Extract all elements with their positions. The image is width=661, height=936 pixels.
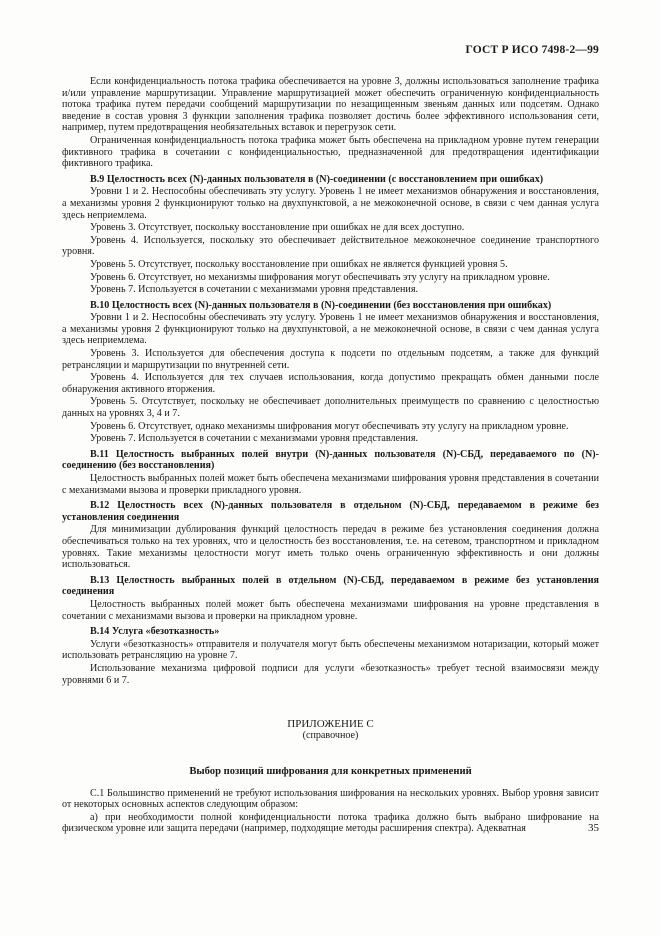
section-heading [62,449,599,472]
paragraph: Уровень 7. Используется в сочетании с механизмами уровня представления. [90,284,419,296]
appendix-title: ПРИЛОЖЕНИЕ С [287,718,374,731]
paragraph: Уровень 5. Отсутствует, поскольку восстановление при ошибках не является функцией уровня 5. [90,258,508,270]
paragraph: Целостность выбранных полей может быть обеспечена механизмами шифрования на уровне представления в сочетании с механизмами вызова и проверки на прикладном уровне. [62,598,599,622]
paragraph: Целостность выбранных полей может быть обеспечена механизмами шифрования уровня представления в сочетании с механизмами вызова и проверки прикладного уровня. [62,473,599,496]
section-heading-text: В.14 Услуга «безотказность» [90,626,220,638]
section-heading [62,174,599,186]
section-heading-text: В.11 Целостность выбранных полей внутри (N)-данных пользователя (N)-СБД, передаваемого по (N)-соединению (без восстановления) [62,448,599,472]
paragraph: Уровень 3. Отсутствует, поскольку восстановление при ошибках не для всех доступно. [90,222,465,234]
main-section [62,76,599,686]
section-heading-text: В.10 Целостность всех (N)-данных пользователя в (N)-соединении (без восстановления при ошибках) [90,299,552,311]
paragraph: Уровень 7. Используется в сочетании с механизмами уровня представления. [90,433,419,445]
section-heading-text: В.12 Целостность всех (N)-данных пользователя в отдельном (N)-СБД, передаваемом в режиме без установления соединения [62,500,599,523]
paragraph: Уровни 1 и 2. Неспособны обеспечивать эту услугу. Уровень 1 не имеет механизмов обнаружения и восстановления, а механизмы уровня 2 функционируют только на двухпунктовой, а не межоконечной основе, в связи с чем данная услуга здесь неприемлема. [62,312,599,347]
document-body [62,76,599,836]
paragraph: С.1 Большинство применений не требуют использования шифрования на нескольких уровнях. Выбор уровня зависит от некоторых основных аспектов следующим образом: [62,787,599,811]
section-heading [62,575,599,598]
paragraph: Услуги «безотказность» отправителя и получателя могут быть обеспечены механизмом нотаризации, который может использовать ретрансляцию на уровне 7. [62,638,599,662]
paragraph: Уровень 3. Используется для обеспечения доступа к подсети по отдельным подсетям, а также для функций ретрансляции и маршрутизации по внутренней сети. [62,348,599,371]
paragraph: Уровни 1 и 2. Неспособны обеспечивать эту услугу. Уровень 1 не имеет механизмов обнаружения и восстановления, а механизмы уровня 2 функционируют только на двухпунктовой, а не межоконечной основе, в связи с чем данная услуга здесь неприемлема. [62,186,599,221]
paragraph: Использование механизма цифровой подписи для услуги «безотказность» требует тесной взаимосвязи между уровнями 6 и 7. [62,662,599,686]
section-heading-text: В.9 Целостность всех (N)-данных пользователя в (N)-соединении (с восстановлением при ошибках) [90,173,544,185]
paragraph: Для минимизации дублирования функций целостность передач в режиме без установления соединения должна обеспечиваться только на тех уровнях, что и целостность без восстановления, т.е. на сетевом, транспортном и прикладном уровнях. Такие механизмы целостности могут иметь только очень ограниченную эффективность и они должны использоваться. [62,524,599,571]
appendix-subtitle: (справочное) [302,730,359,742]
paragraph: а) при необходимости полной конфиденциальности потока трафика должно быть выбрано шифрование на физическом уровне или защита передачи (например, подходящие методы расширения спектра). Адекватная [62,811,599,835]
paragraph: Если конфиденциальность потока трафика обеспечивается на уровне 3, должны использоваться заполнение трафика и/или управление маршрутизации. Управление маршрутизацией может обеспечить ограниченную конфиденциальность потока трафика путем передачи сообщений маршрутизации по незащищенным звеньям данных или подсетям. Однако введение в состав уровня 3 функции заполнения трафика позволяет достичь более эффективного использования сети, например, путем предотвращения необязательных вставок и перегрузок сети. [62,76,599,134]
appendix-heading: Выбор позиций шифрования для конкретных применений [189,766,472,778]
paragraph: Уровень 4. Используется для тех случаев использования, когда допустимо прекращать обмен данными после обнаружения активного вторжения. [62,372,599,395]
section-heading [62,300,599,312]
paragraph: Ограниченная конфиденциальность потока трафика может быть обеспечена на прикладном уровне путем генерации фиктивного трафика в сочетании с конфиденциальностью, предназначенной для предотвращения идентификации фиктивного трафика. [62,134,599,170]
section-heading [62,500,599,523]
section-heading-text: В.13 Целостность выбранных полей в отдельном (N)-СБД, передаваемом в режиме без установления соединения [62,574,599,598]
paragraph: Уровень 6. Отсутствует, однако механизмы шифрования могут обеспечивать эту услугу на прикладном уровне. [90,420,569,432]
paragraph: Уровень 6. Отсутствует, но механизмы шифрования могут обеспечивать эту услугу на прикладном уровне. [90,271,550,283]
page-number: 35 [588,822,599,834]
section-heading [62,626,599,638]
paragraph: Уровень 4. Используется, поскольку это обеспечивает действительное межоконечное соединение транспортного уровня. [62,234,599,258]
paragraph: Уровень 5. Отсутствует, поскольку не обеспечивает дополнительных преимуществ по сравнению с целостностью данных на уровнях 3, 4 и 7. [62,396,599,420]
document-header: ГОСТ Р ИСО 7498-2—99 [465,44,599,56]
appendix-section [62,788,599,835]
